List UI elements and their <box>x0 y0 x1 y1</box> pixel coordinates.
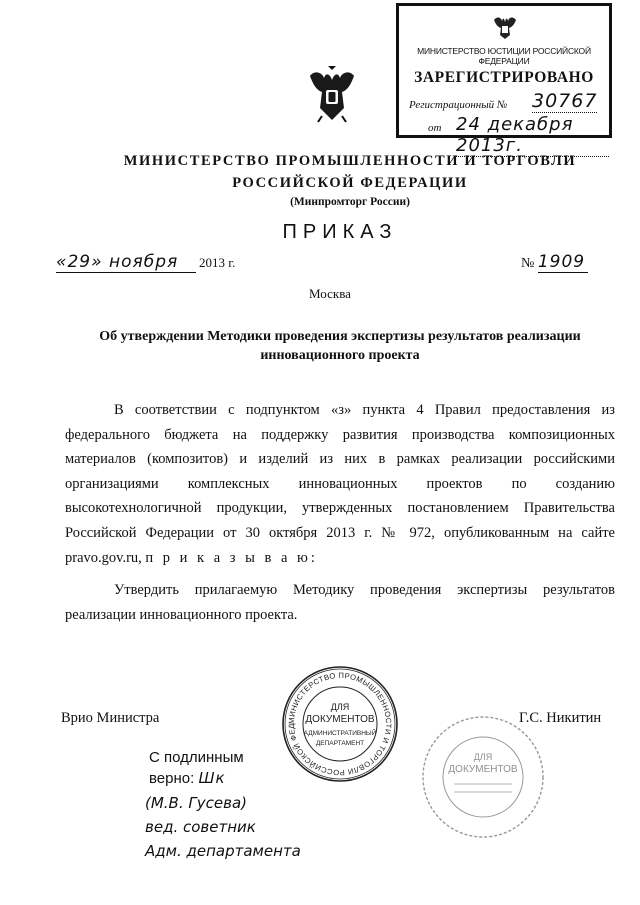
signer-role: Врио Министра <box>61 710 160 726</box>
order-number-value: 1909 <box>538 252 588 273</box>
order-date <box>56 252 235 273</box>
registration-date: 24 декабря 2013г. <box>456 114 609 157</box>
seal-right-center-1: ДЛЯ <box>473 752 493 762</box>
copy-cert-line-3: (М.В. Гусева) <box>145 794 247 812</box>
copy-cert-label: верно: <box>149 770 195 787</box>
coat-of-arms-emblem <box>304 62 360 126</box>
registration-number: 30767 <box>532 90 598 112</box>
copy-cert-line-4: вед. советник <box>145 818 256 836</box>
document-title <box>70 327 610 365</box>
order-title: ПРИКАЗ <box>282 221 398 243</box>
order-date-handwritten: «29» ноября <box>56 252 196 273</box>
registration-number-label: Регистрационный № <box>409 99 508 111</box>
document-title-line-1: Об утверждении Методики проведения экспертизы результатов реализации <box>99 329 581 344</box>
ministry-line-2: РОССИЙСКОЙ ФЕДЕРАЦИИ <box>232 175 468 191</box>
copy-cert-line-2 <box>149 768 244 789</box>
order-word: п р и к а з ы в а ю: <box>145 549 318 566</box>
document-title-line-2: инновационного проекта <box>260 348 420 363</box>
registration-stamp <box>396 3 612 156</box>
faint-round-seal <box>418 712 548 842</box>
seal-ring-text: МИНИСТЕРСТВО ПРОМЫШЛЕННОСТИ И ТОРГОВЛИ РОССИЙСКОЙ ФЕД <box>286 670 394 778</box>
registration-status: ЗАРЕГИСТРИРОВАНО <box>414 69 594 86</box>
body-paragraph-2: Утвердить прилагаемую Методику проведения экспертизы результатов реализации инновационного проекта. <box>65 582 615 623</box>
registration-ministry: МИНИСТЕРСТВО ЮСТИЦИИ РОССИЙСКОЙ ФЕДЕРАЦИИ <box>417 46 591 66</box>
body-paragraph-1 <box>65 398 615 570</box>
ministry-line-1: МИНИСТЕРСТВО ПРОМЫШЛЕННОСТИ И ТОРГОВЛИ <box>123 153 577 169</box>
body-paragraph-1-text: В соответствии с подпунктом «з» пункта 4 Правил предоставления из федерального бюджета на поддержку развития производства композиционных материалов (композитов) и изделий из них в рамках реализации российскими организациями комплексных инновационных проектов по созданию высокотехнологичной продукции, утвержденных постановлением Правительства Российской Федерации от 30 октября 2013 г. № 972, опубликованным на сайте pravo.gov.ru, <box>65 402 615 566</box>
signer-name: Г.С. Никитин <box>519 710 602 726</box>
seal-left-center-1: ДЛЯ <box>330 702 350 712</box>
registration-date-label: от <box>428 122 442 134</box>
seal-left-center-2: ДОКУМЕНТОВ <box>305 714 375 725</box>
ministry-round-seal <box>280 664 400 784</box>
ministry-short-name: (Минпромторг России) <box>290 196 410 208</box>
order-number <box>521 252 588 273</box>
copy-certification <box>149 748 244 789</box>
small-eagle-icon <box>491 12 519 40</box>
eagle-icon <box>304 62 360 126</box>
ministry-name <box>0 150 640 194</box>
seal-left-center-3: АДМИНИСТРАТИВНЫЙ <box>303 730 377 737</box>
copy-cert-line-5: Адм. департамента <box>145 842 301 860</box>
copy-cert-signature: Шк <box>198 769 226 787</box>
seal-right-center-2: ДОКУМЕНТОВ <box>448 764 518 775</box>
order-year: 2013 г. <box>199 255 236 270</box>
copy-cert-line-1: С подлинным <box>149 749 244 766</box>
city: Москва <box>309 286 351 301</box>
order-number-label: № <box>521 256 535 271</box>
seal-left-center-4: ДЕПАРТАМЕНТ <box>315 740 365 747</box>
